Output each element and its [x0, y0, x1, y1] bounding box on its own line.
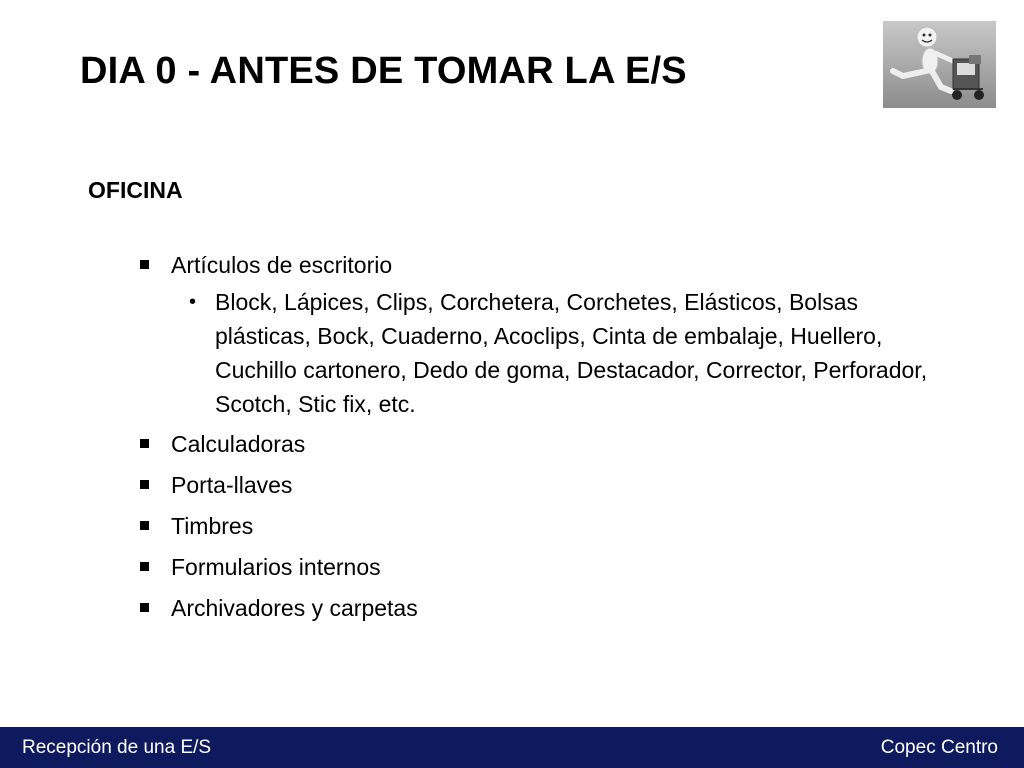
slide-title: DIA 0 - ANTES DE TOMAR LA E/S	[80, 50, 687, 92]
footer-right-text: Copec Centro	[880, 737, 998, 758]
figure-pushing-cart-icon	[883, 21, 996, 108]
sub-list-item	[140, 285, 940, 421]
square-bullet-icon	[140, 562, 149, 571]
round-bullet-icon: •	[189, 291, 197, 313]
list-item-label: Formularios internos	[171, 554, 381, 580]
square-bullet-icon	[140, 480, 149, 489]
list-item	[140, 248, 940, 282]
square-bullet-icon	[140, 260, 149, 269]
sub-list-item-label: Block, Lápices, Clips, Corchetera, Corchetes, Elásticos, Bolsas plásticas, Bock, Cuaderno, Acoclips, Cinta de embalaje, Huellero, Cuchillo cartonero, Dedo de goma, Destacador, Corrector, Perforador, Scotch, Stic fix, etc.	[215, 289, 928, 417]
list-item	[140, 468, 940, 502]
bullet-list	[140, 248, 940, 632]
list-item-label: Porta-llaves	[171, 472, 293, 498]
square-bullet-icon	[140, 521, 149, 530]
list-item-label: Archivadores y carpetas	[171, 595, 418, 621]
footer-left-text: Recepción de una E/S	[22, 737, 212, 758]
square-bullet-icon	[140, 603, 149, 612]
list-item-label: Artículos de escritorio	[171, 252, 393, 278]
footer-bar	[0, 727, 1024, 768]
square-bullet-icon	[140, 439, 149, 448]
list-item	[140, 427, 940, 461]
section-heading: OFICINA	[88, 177, 183, 203]
list-item	[140, 591, 940, 625]
list-item	[140, 550, 940, 584]
list-item-label: Calculadoras	[171, 431, 306, 457]
list-item-label: Timbres	[171, 513, 254, 539]
list-item	[140, 509, 940, 543]
